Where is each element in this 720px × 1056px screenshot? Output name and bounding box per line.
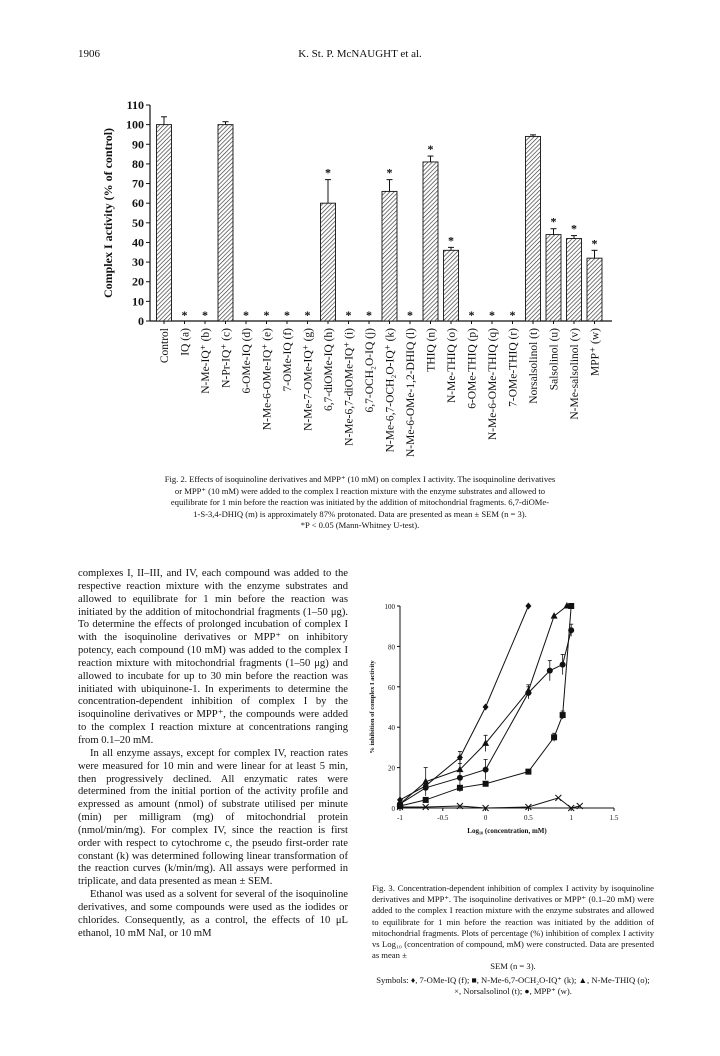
bar — [546, 235, 561, 321]
body-text-column — [78, 568, 348, 940]
x-axis-title: Log₁₀ (concentration, mM) — [467, 827, 547, 835]
category-label: N-Me-6-OMe-IQ⁺ (e) — [261, 328, 274, 431]
y-tick-label: 20 — [388, 764, 395, 773]
category-label: N-Me-6-OMe-THIQ (q) — [487, 328, 499, 441]
category-label: N-Me-6-OMe-1,2-DHIQ (l) — [405, 328, 417, 458]
body-paragraph: In all enzyme assays, except for complex IV, reaction rates were measured for 10 min and were linear for at least 5 min, then progressively declined. All enzymatic rates were determined from the initial portion of the activity profile and expressed as amount (nmol) of substrate utilised per minute (min) per milligram (mg) of mitochondrial protein (nmol/min/mg). For complex IV, since the reaction is first order with respect to cytochrome c, the pseudo first-order rate constant (k) was determined following linear transformation of the reaction curves (k/min/mg). All assays were performed in triplicate, and data presented as mean ± SEM. — [78, 747, 348, 888]
data-point-circle — [525, 690, 531, 696]
category-label: Control — [159, 328, 171, 364]
fig2-caption-line: equilibrate for 1 min before the reaction was initiated by the addition of mitochondrial fragments. 6,7-diOMe- — [170, 497, 550, 508]
y-axis-title: % inhibition of complex I activity — [369, 660, 376, 754]
significance-star: * — [427, 142, 434, 157]
category-label: N-Me-6,7-OCH₂O-IQ⁺ (k) — [384, 328, 397, 453]
data-point-circle — [457, 775, 463, 781]
bar — [423, 162, 438, 321]
significance-star: * — [325, 165, 331, 180]
figure-3-caption — [372, 883, 654, 997]
y-tick-label: 10 — [132, 294, 144, 309]
y-tick-label: 70 — [132, 176, 144, 191]
significance-star: * — [284, 308, 290, 322]
fig3-caption-sem: SEM (n = 3). — [490, 961, 536, 972]
fig3-caption-symbols: Symbols: ♦, 7-OMe-IQ (f); ■, N-Me-6,7-OCH₂O-IQ⁺ (k); ▲, N-Me-THIQ (o); ×, Norsalsolinol (t); ●, MPP⁺ (w). — [376, 974, 650, 996]
data-point-square — [560, 712, 566, 718]
running-head: K. St. P. McNAUGHT et al. — [298, 48, 422, 60]
series-line-diamond — [400, 606, 528, 800]
x-tick-label: 1 — [569, 814, 573, 822]
bar — [587, 258, 602, 321]
y-tick-label: 30 — [132, 255, 144, 270]
fig3-caption-text: Fig. 3. Concentration-dependent inhibition of complex I activity by isoquinoline derivatives and MPP⁺. The isoquinoline derivatives or MPP⁺ (0.1–20 mM) were added to the complex I reaction mixture with the enzyme substrates and allowed to equilibrate for 1 min before the reaction was initiated by the addition of mitochondrial fragments. Plots of percentage (%) inhibition of complex I activity vs Log₁₀ (concentration of compound, mM) were constructed. Data are presented as mean ± — [372, 883, 654, 961]
data-point-square — [525, 769, 531, 775]
significance-star: * — [571, 221, 577, 236]
bar — [444, 250, 459, 321]
category-label: N-Me-7-OMe-IQ⁺ (g) — [302, 328, 315, 431]
category-label: 6-OMe-THIQ (p) — [466, 328, 479, 409]
fig2-caption-line: or MPP⁺ (10 mM) were added to the complex I reaction mixture with the enzyme substrates and allowed to — [174, 485, 546, 496]
y-tick-label: 0 — [138, 314, 144, 328]
series-line-triangle — [400, 606, 567, 804]
significance-star: * — [407, 308, 413, 322]
y-tick-label: 100 — [384, 603, 395, 611]
y-tick-label: 90 — [132, 137, 144, 152]
bar — [567, 239, 582, 321]
category-label: 6-OMe-IQ (d) — [241, 328, 253, 394]
significance-star: * — [448, 233, 454, 248]
x-tick-label: -1 — [397, 814, 403, 822]
data-point-circle — [568, 627, 574, 633]
significance-star: * — [181, 308, 188, 322]
category-label: N-Me-IQ⁺ (b) — [200, 328, 212, 394]
significance-star: * — [509, 308, 516, 322]
category-label: N-Pr-IQ⁺ (c) — [220, 328, 233, 388]
data-point-x — [555, 795, 561, 801]
bar — [526, 136, 541, 321]
y-tick-label: 80 — [388, 643, 395, 652]
category-label: 6,7-OCH₂O-IQ (j) — [364, 328, 376, 413]
y-tick-label: 100 — [126, 117, 144, 132]
data-point-circle — [483, 767, 489, 773]
significance-star: * — [304, 308, 311, 322]
data-point-diamond — [525, 603, 531, 610]
data-point-diamond — [483, 704, 489, 711]
category-label: N-Me-THIQ (o) — [446, 328, 458, 404]
page-number: 1906 — [78, 48, 100, 60]
figure-3-line-chart — [360, 580, 650, 880]
figure-2-bar-chart — [0, 0, 720, 470]
category-label: Salsolinol (u) — [548, 328, 561, 391]
bar — [218, 125, 233, 321]
category-label: 7-OMe-THIQ (r) — [507, 328, 520, 407]
y-tick-label: 20 — [132, 274, 144, 289]
bar — [321, 203, 336, 321]
significance-star: * — [550, 214, 557, 229]
category-label: N-Me-6,7-diOMe-IQ⁺ (i) — [343, 328, 356, 446]
y-tick-label: 60 — [132, 196, 144, 211]
significance-star: * — [263, 308, 270, 322]
fig2-caption-line: *P < 0.05 (Mann-Whitney U-test). — [300, 520, 420, 531]
significance-star: * — [202, 308, 208, 322]
data-point-triangle — [551, 612, 558, 619]
bar — [382, 191, 397, 321]
x-tick-label: 0.5 — [524, 814, 533, 822]
y-tick-label: 0 — [391, 805, 395, 813]
significance-star: * — [386, 165, 393, 180]
fig2-caption-line: 1-S-3,4-DHIQ (m) is approximately 87% protonated. Data are presented as mean ± SEM (n = 3). — [193, 508, 527, 519]
y-tick-label: 60 — [388, 683, 395, 692]
category-label: THIQ (n) — [425, 328, 438, 372]
category-label: 6,7-diOMe-IQ (h) — [323, 328, 335, 412]
data-point-circle — [397, 801, 403, 807]
data-point-circle — [423, 785, 429, 791]
bar — [157, 125, 172, 321]
y-tick-label: 80 — [132, 156, 144, 171]
body-paragraph: complexes I, II–III, and IV, each compound was added to the respective reaction mixture with the enzyme substrates and allowed to equilibrate for 1 min before the reaction was initiated by the addition of mitochondrial fragments (1–50 μg). To determine the effects of prolonged incubation of complex I with the isoquinoline derivatives or MPP⁺ on inhibitory potency, each compound (10 mM) was added to the complex I reaction mixture with mitochondrial fragments (1–50 μg) and allowed to incubate for up to 30 min before the reaction was initiated with ubiquinone-1. In experiments to determine the concentration-dependent inhibition of complex I by the isoquinoline derivatives or MPP⁺, the compounds were added to the complex I reaction mixture at concentrations ranging from 0.1–20 mM. — [78, 568, 348, 746]
category-label: 7-OMe-IQ (f) — [282, 328, 294, 392]
x-tick-label: 1.5 — [609, 814, 619, 822]
y-tick-label: 40 — [388, 724, 395, 733]
data-point-square — [423, 797, 429, 803]
data-point-circle — [547, 668, 553, 674]
data-point-square — [483, 781, 489, 787]
significance-star: * — [489, 308, 495, 322]
y-tick-label: 50 — [132, 215, 144, 230]
x-tick-label: -0.5 — [437, 814, 449, 822]
significance-star: * — [591, 236, 598, 251]
y-tick-label: 40 — [132, 235, 144, 250]
x-tick-label: 0 — [483, 814, 488, 822]
data-point-square — [551, 734, 557, 740]
significance-star: * — [468, 308, 475, 322]
y-tick-label: 110 — [126, 98, 144, 112]
body-paragraph: Ethanol was used as a solvent for several of the isoquinoline derivatives, and some compounds were used as the iodides or chlorides. Consequently, as a control, the effects of 10 μL ethanol, 10 mM NaI, or 10 mM — [78, 889, 348, 939]
category-label: N-Me-salsolinol (v) — [569, 328, 581, 420]
category-label: Norsalsolinol (t) — [528, 328, 540, 404]
y-axis-title: Complex I activity (% of control) — [101, 127, 115, 299]
data-point-circle — [560, 662, 566, 668]
significance-star: * — [345, 308, 352, 322]
category-label: MPP⁺ (w) — [589, 328, 602, 376]
significance-star: * — [366, 308, 372, 322]
figure-2-caption — [118, 474, 602, 532]
significance-star: * — [243, 308, 249, 322]
category-label: IQ (a) — [179, 328, 192, 356]
fig2-caption-line: Fig. 2. Effects of isoquinoline derivatives and MPP⁺ (10 mM) on complex I activity. The isoquinoline derivatives — [164, 474, 556, 484]
